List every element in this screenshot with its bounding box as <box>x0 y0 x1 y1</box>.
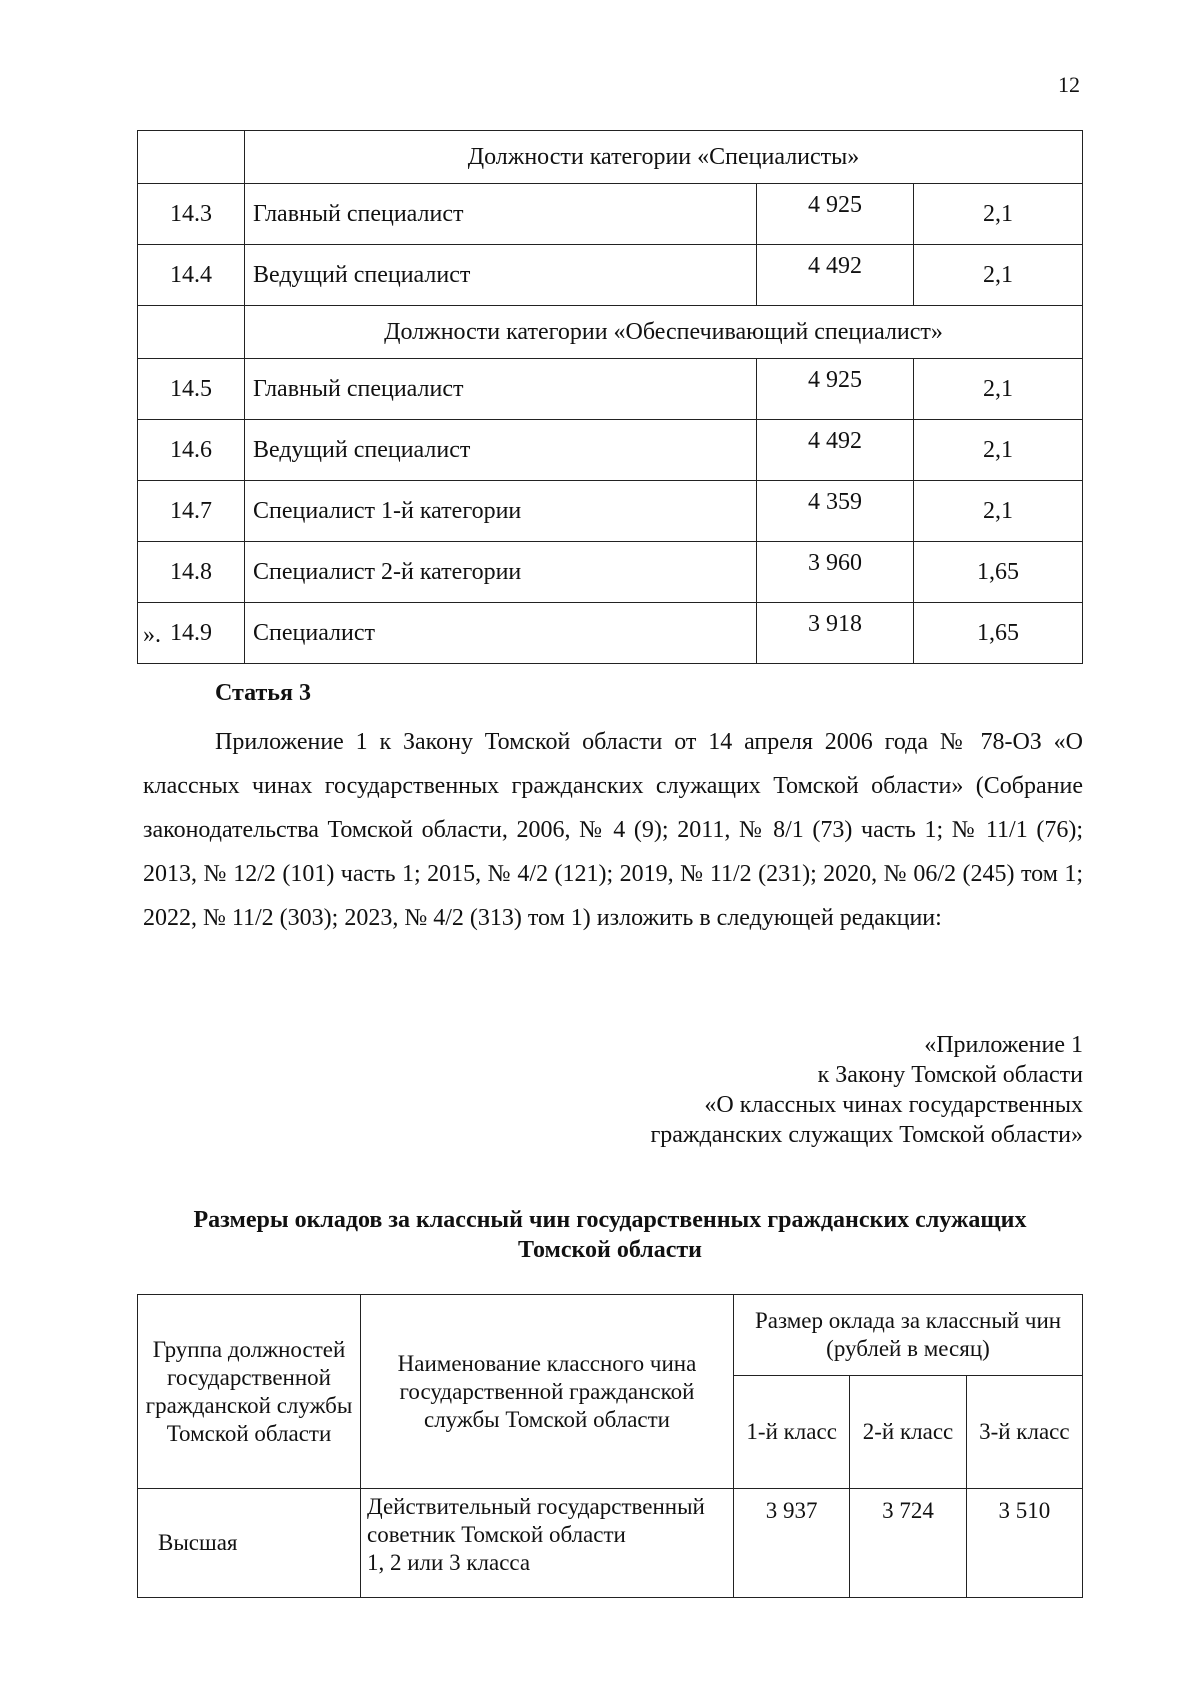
document-title <box>137 1205 1083 1265</box>
position-name: Главный специалист <box>245 184 757 245</box>
coefficient: 1,65 <box>914 542 1083 603</box>
appendix-line: гражданских служащих Томской области» <box>650 1122 1083 1148</box>
coefficient: 2,1 <box>914 481 1083 542</box>
coefficient: 2,1 <box>914 184 1083 245</box>
group-cell: Высшая <box>138 1489 361 1598</box>
class-1-value: 3 937 <box>734 1489 850 1598</box>
coefficient: 2,1 <box>914 420 1083 481</box>
class-3-value: 3 510 <box>966 1489 1082 1598</box>
table-row <box>138 481 1083 542</box>
table-row <box>138 359 1083 420</box>
row-number: 14.6 <box>138 420 245 481</box>
row-number: 14.8 <box>138 542 245 603</box>
table-row <box>138 245 1083 306</box>
table-row <box>138 542 1083 603</box>
header-row <box>138 1295 1083 1376</box>
header-class-1: 1-й класс <box>734 1376 850 1489</box>
class-rank-salary-table <box>137 1294 1083 1598</box>
salary-amount: 4 925 <box>757 359 914 420</box>
row-number: 14.7 <box>138 481 245 542</box>
appendix-line: «Приложение 1 <box>924 1032 1083 1058</box>
table-row <box>138 603 1083 664</box>
salary-amount: 4 359 <box>757 481 914 542</box>
row-number: 14.4 <box>138 245 245 306</box>
table-row <box>138 1489 1083 1598</box>
coefficient: 2,1 <box>914 245 1083 306</box>
rank-name-cell <box>361 1489 734 1598</box>
header-group: Группа должностей государственной гражданской службы Томской области <box>138 1295 361 1489</box>
closing-quote: ». <box>143 622 161 648</box>
coefficient: 1,65 <box>914 603 1083 664</box>
coefficient: 2,1 <box>914 359 1083 420</box>
table-row <box>138 184 1083 245</box>
section-header-row <box>138 131 1083 184</box>
position-name: Ведущий специалист <box>245 420 757 481</box>
article-heading: Статья 3 <box>215 680 311 706</box>
salary-amount: 4 925 <box>757 184 914 245</box>
header-rank-name: Наименование классного чина государственной гражданской службы Томской области <box>361 1295 734 1489</box>
title-line: Томской области <box>518 1237 702 1263</box>
appendix-line: к Закону Томской области <box>817 1062 1083 1088</box>
rank-line: 1, 2 или 3 класса <box>367 1550 531 1575</box>
position-name: Ведущий специалист <box>245 245 757 306</box>
article-text: Приложение 1 к Закону Томской области от 14 апреля 2006 года № 78-ОЗ «О классных чинах государственных гражданских служащих Томской области» (Собрание законодательства Томской области, 2006, № 4 (9); 2011, № 8/1 (73) часть 1; № 11/1 (76); 2013, № 12/2 (101) часть 1; 2015, № 4/2 (121); 2019, № 11/2 (231); 2020, № 06/2 (245) том 1; 2022, № 11/2 (303); 2023, № 4/2 (313) том 1) изложить в следующей редакции: <box>143 729 1083 931</box>
table-row <box>138 420 1083 481</box>
header-salary: Размер оклада за классный чин (рублей в месяц) <box>734 1295 1083 1376</box>
position-name: Главный специалист <box>245 359 757 420</box>
positions-table <box>137 130 1083 664</box>
position-name: Специалист 1-й категории <box>245 481 757 542</box>
salary-amount: 3 918 <box>757 603 914 664</box>
title-line: Размеры окладов за классный чин государственных гражданских служащих <box>193 1207 1027 1233</box>
header-class-2: 2-й класс <box>850 1376 966 1489</box>
section-title: Должности категории «Обеспечивающий специалист» <box>245 306 1083 359</box>
position-name: Специалист <box>245 603 757 664</box>
rank-line: Действительный государственный <box>367 1494 705 1519</box>
section-title: Должности категории «Специалисты» <box>245 131 1083 184</box>
salary-amount: 3 960 <box>757 542 914 603</box>
appendix-reference <box>650 1030 1083 1150</box>
appendix-line: «О классных чинах государственных <box>704 1092 1083 1118</box>
header-class-3: 3-й класс <box>966 1376 1082 1489</box>
salary-amount: 4 492 <box>757 420 914 481</box>
page-number: 12 <box>1058 72 1080 97</box>
class-2-value: 3 724 <box>850 1489 966 1598</box>
position-name: Специалист 2-й категории <box>245 542 757 603</box>
row-number: 14.5 <box>138 359 245 420</box>
salary-amount: 4 492 <box>757 245 914 306</box>
row-number: 14.9 <box>138 603 245 664</box>
section-header-row <box>138 306 1083 359</box>
row-number: 14.3 <box>138 184 245 245</box>
rank-line: советник Томской области <box>367 1522 626 1547</box>
